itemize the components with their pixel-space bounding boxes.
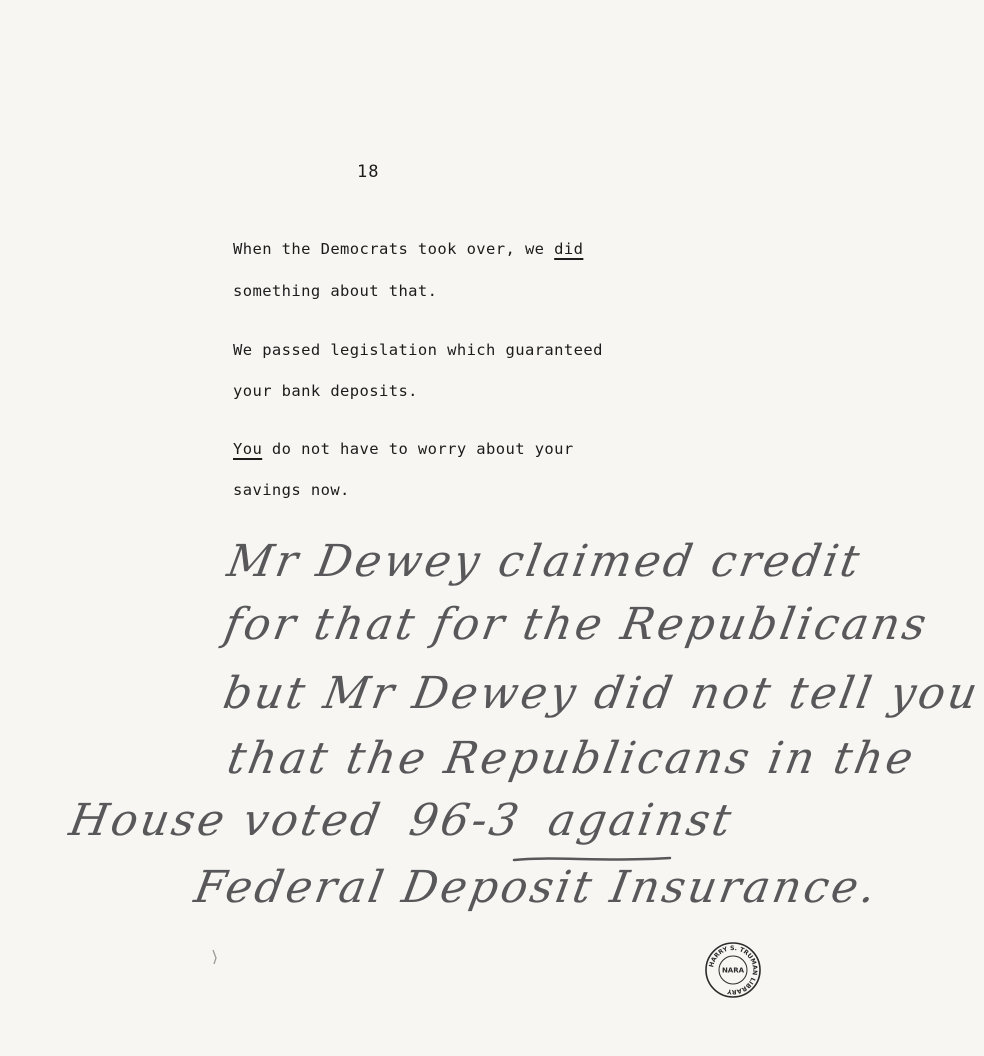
typed-text: When the Democrats took over, we (233, 240, 555, 258)
svg-text:NARA: NARA (721, 966, 745, 975)
typed-text: do not have to worry about your (262, 440, 574, 458)
handwritten-line: for that for the Republicans (220, 599, 933, 650)
typed-line: savings now. (233, 481, 350, 499)
handwritten-line (66, 795, 738, 846)
page-number: 18 (357, 162, 380, 182)
handwritten-line: Federal Deposit Insurance. (190, 862, 883, 913)
handwritten-words: House voted (65, 795, 387, 846)
handwritten-line: that the Republicans in the (223, 733, 920, 784)
emphasized-word: did (554, 240, 584, 258)
handwritten-emphasized-word: against (544, 795, 738, 846)
svg-text:HARRY S. TRUMAN LIBRARY: HARRY S. TRUMAN LIBRARY (708, 944, 759, 996)
library-stamp (704, 941, 762, 999)
pencil-mark (210, 948, 220, 966)
handwritten-line: but Mr Dewey did not tell you (219, 668, 984, 719)
emphasized-word: You (233, 440, 263, 458)
handwritten-vote-count: 96-3 (405, 795, 526, 846)
typed-line: something about that. (233, 282, 438, 300)
handwritten-line: Mr Dewey claimed credit (223, 536, 867, 587)
typed-line: your bank deposits. (233, 382, 418, 400)
typed-line (233, 240, 583, 258)
typed-line (233, 440, 574, 458)
typed-line: We passed legislation which guaranteed (233, 341, 603, 359)
